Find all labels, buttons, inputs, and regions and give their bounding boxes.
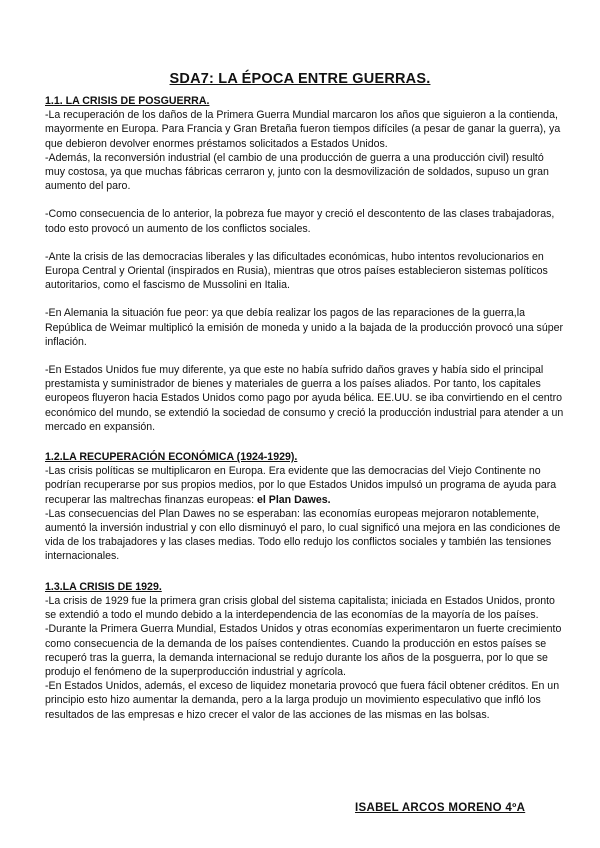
paragraph: -Durante la Primera Guerra Mundial, Estados Unidos y otras economías experimentaron un fuerte crecimiento como consecuencia de la demanda de los países contendientes. Cuando la producción en estos países se recuperó tras la guerra, la demanda internacional se redujo durante los años de la posguerra, por lo que se produjo el fenómeno de la superproducción industrial y agrícola. <box>45 623 562 678</box>
paragraph-text: -Las crisis políticas se multiplicaron en Europa. Era evidente que las democracias del Viejo Continente no podrían recuperarse por sus propios medios, por lo que Estados Unidos impulsó un programa de ayuda para recuperar las maltrechas finanzas europeas: <box>45 465 557 506</box>
paragraph: -La crisis de 1929 fue la primera gran crisis global del sistema capitalista; iniciada en Estados Unidos, pronto se extendió a todo el mundo debido a la interdependencia de las economías de la mayoría de los países. <box>45 594 555 622</box>
section-heading-posguerra: 1.1. LA CRISIS DE POSGUERRA. <box>45 95 210 107</box>
paragraph: -En Estados Unidos fue muy diferente, ya que este no había sufrido daños graves y había sido el principal prestamista y suministrador de bienes y materiales de guerra a los países aliados. Por tanto, los capitales europeos fluyeron hacia Estados Unidos como pago por ayuda bélica. EE.UU. se iba convirtiendo en el centro económico del mundo, se extendió la sociedad de consumo y creció la producción industrial para atender a un mercado en expansión. <box>45 364 564 433</box>
paragraph: -Ante la crisis de las democracias liberales y las dificultades económicas, hubo intentos revolucionarios en Europa Central y Oriental (inspirados en Rusia), mientras que otros países establecieron sistemas políticos autoritarios, como el fascismo de Mussolini en Italia. <box>45 250 548 292</box>
plan-dawes-emphasis: el Plan Dawes. <box>256 493 331 506</box>
paragraph: -Las consecuencias del Plan Dawes no se esperaban: las economías europeas mejoraron notablemente, aumentó la inversión industrial y con ello disminuyó el paro, lo cual significó una mejora en las condiciones de vida de los trabajadores y las clases medias. Todo ello redujo los conflictos sociales y también las tensiones internacionales. <box>45 507 561 563</box>
paragraph <box>45 464 565 507</box>
paragraph: -La recuperación de los daños de la Primera Guerra Mundial marcaron los años que siguieron a la contienda, mayormente en Europa. Para Francia y Gran Bretaña fueron tiempos difíciles (a pesar de ganar la guerra), ya que debieron devolver enormes préstamos solicitados a Estados Unidos. <box>45 109 561 150</box>
section-heading-crisis-1929: 1.3.LA CRISIS DE 1929. <box>45 580 162 593</box>
document-body <box>45 94 565 722</box>
author-signature: ISABEL ARCOS MORENO 4ºA <box>355 802 526 814</box>
paragraph: -En Alemania la situación fue peor: ya que debía realizar los pagos de las reparaciones de la guerra,la República de Weimar multiplicó la emisión de moneda y unido a la bajada de la producción provocó una súper inflación. <box>45 307 564 348</box>
paragraph: -Además, la reconversión industrial (el cambio de una producción de guerra a una producción civil) resultó muy costosa, ya que muchas fábricas cerraron y, junto con la desmovilización de soldados, supuso un gran aumento del paro. <box>45 151 549 193</box>
paragraph: -Como consecuencia de lo anterior, la pobreza fue mayor y creció el descontento de las clases trabajadoras, todo esto provocó un aumento de los conflictos sociales. <box>45 208 555 235</box>
paragraph: -En Estados Unidos, además, el exceso de liquidez monetaria provocó que fuera fácil obtener créditos. En un principio esto hizo aumentar la demanda, pero a la larga produjo un movimiento especulativo que infló los resultados de las empresas e hizo crecer el valor de las acciones de las mismas en las bolsas. <box>45 680 560 721</box>
section-heading-recuperacion: 1.2.LA RECUPERACIÓN ECONÓMICA (1924-1929). <box>45 451 298 464</box>
document-title: SDA7: LA ÉPOCA ENTRE GUERRAS. <box>169 71 431 87</box>
